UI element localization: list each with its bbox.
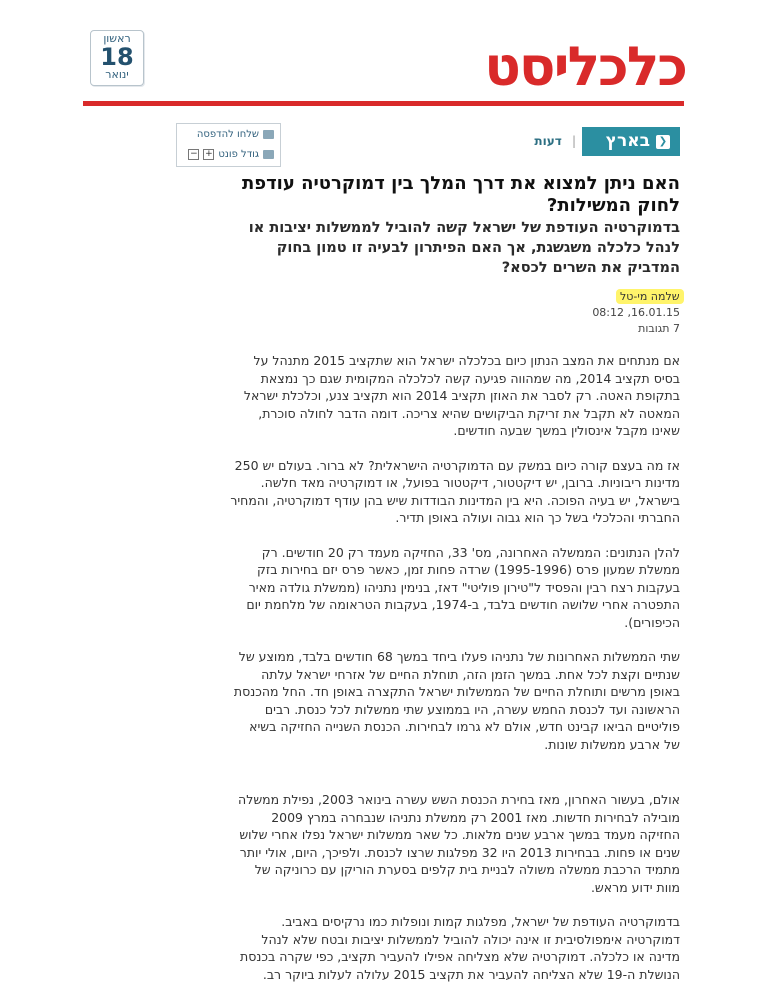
date-day-of-week: ראשון <box>103 32 131 45</box>
site-logo[interactable]: כלכליסט <box>484 44 686 90</box>
font-size-icon <box>263 150 274 159</box>
zoom-out-button[interactable]: − <box>190 148 198 159</box>
masthead-divider <box>83 101 684 106</box>
article-paragraph: אולם, בעשור האחרון, מאז בחירת הכנסת השש עשרה בינואר 2003, נפילת ממשלה מובילה לבחירות חדשות. מאז 2001 רק ממשלת נתניהו שנבחרה במרץ 2009 החזיקה מעמד במשך ארבע שנים מלאות. כל שאר ממשלות ישראל נפלו אחרי שלוש שנים או פחות. בבחירות 2013 היו 32 מפלגות שרצו לכנסת. ולפיכך, היום, אולי יותר מתמיד הרכבת ממשלה משולה לבניית בית קלפים בסערת הוריקן עם כרוניקה של מוות ידוע מראש. <box>238 792 680 895</box>
font-size-control <box>177 144 280 164</box>
breadcrumb-separator: | <box>571 134 576 148</box>
date-badge <box>90 30 144 86</box>
breadcrumb-link-opinions[interactable]: דעות <box>534 134 562 148</box>
breadcrumb <box>500 134 576 148</box>
date-month: ינואר <box>105 68 129 81</box>
article-datetime: 16.01.15, 08:12 <box>592 306 680 319</box>
section-tab[interactable] <box>582 127 680 156</box>
chevron-left-icon: ❮ <box>656 135 670 149</box>
article-headline: האם ניתן למצוא את דרך המלך בין דמוקרטיה עודפת לחוק המשילות? <box>241 173 680 216</box>
print-label: שלחו להדפסה <box>196 128 259 140</box>
date-day: 18 <box>100 43 134 71</box>
print-button[interactable] <box>177 124 280 144</box>
article-subhead: בדמוקרטיה העודפת של ישראל קשה להוביל לממשלות יציבות או לנהל כלכלה משגשגת, אך האם הפיתרון לבעיה זו טמון בחוק המדביק את השרים לכסא? <box>248 220 680 276</box>
article-paragraph: להלן הנתונים: הממשלה האחרונה, מס' 33, החזיקה מעמד רק 20 חודשים. רק ממשלת שמעון פרס (1995-1996) שרדה פחות זמן, כאשר פרס יזם בחירות בזק בעקבות רצח רבין והפסיד ל"טירון פוליטי" דאז, בנימין נתניהו (ממשלת גולדה מאיר התפטרה אחרי שלושה חודשים בלבד, ב-1974, בעקבות הטראומה של מלחמת יום הכיפורים). <box>246 544 680 630</box>
section-tab-label: בארץ <box>605 131 650 151</box>
font-size-label: גודל פונט <box>218 148 259 160</box>
article-body <box>230 352 680 1000</box>
printer-icon <box>263 130 274 139</box>
article-paragraph: אם מנתחים את המצב הנתון כיום בכלכלה ישראל הוא שתקציב 2015 מתנהל על בסיס תקציב 2014, מה שמהווה פגיעה קשה לכלכלה המקומית שגם כך נמצאת בתקופת האטה. רק לסבר את האוזן תקציב 2014 הוא תקציב צנע, וכלכלת ישראל המאטה לא תקבל את זריקת הביקושים שהיא צריכה. דומה הדבר לחולה סוכרת, שאינו מקבל אינסולין במשך שבעה חודשים. <box>243 353 680 438</box>
comments-link[interactable]: 7 תגובות <box>638 322 680 335</box>
article-paragraph: בדמוקרטיה העודפת של ישראל, מפלגות קמות ונופלות כמו נרקיסים באביב. דמוקרטיה אימפולסיבית זו אינה יכולה להוביל לממשלות יציבות ובטח שלא לנהל מדינה או כלכלה. דמוקרטיה שלא מצליחה אפילו להעביר תקציב, כפי שקרה בכנסת הנושלת ה-19 שלא הצליחה להעביר את תקציב 2015 עלולה לעלות ביוקר רב. <box>240 914 680 982</box>
zoom-in-button[interactable]: + <box>205 148 213 159</box>
article-tools <box>176 123 281 167</box>
author-link[interactable]: שלמה מי-טל <box>616 289 684 304</box>
article-paragraph: אז מה בעצם קורה כיום במשק עם הדמוקרטיה הישראלית? לא ברור. בעולם יש 250 מדינות ריבוניות. ברובן, יש דיקטטור, דיקטטור בפועל, או דמוקרטיה מאד חלשה. בישראל, יש בעיה הפוכה. היא בין המדינות הבודדות שיש בהן עודף דמוקרטיה, והמחיר החברתי והכלכלי בשל כך הוא גבוה ועולה באופן תדיר. <box>230 457 680 525</box>
article-paragraph: שתי הממשלות האחרונות של נתניהו פעלו ביחד במשך 68 חודשים בלבד, ממוצע של שנתיים וקצת לכל אחת. במשך הזמן הזה, תוחלת החיים של אזרחי ישראל עלתה באופן מרשים ותוחלת החיים של הממשלות ישראל התקצרה באופן חד. החל מהכנסת הראשונה ועד לכנסת החמש עשרה, היו בממוצע שתי ממשלות לכל כנסת. רבים פוליטיים הביאו קבינט חדש, אולם לא גרמו לבחירות. הכנסת השנייה החזיקה בשיא של ארבע ממשלות שונות. <box>233 649 680 752</box>
